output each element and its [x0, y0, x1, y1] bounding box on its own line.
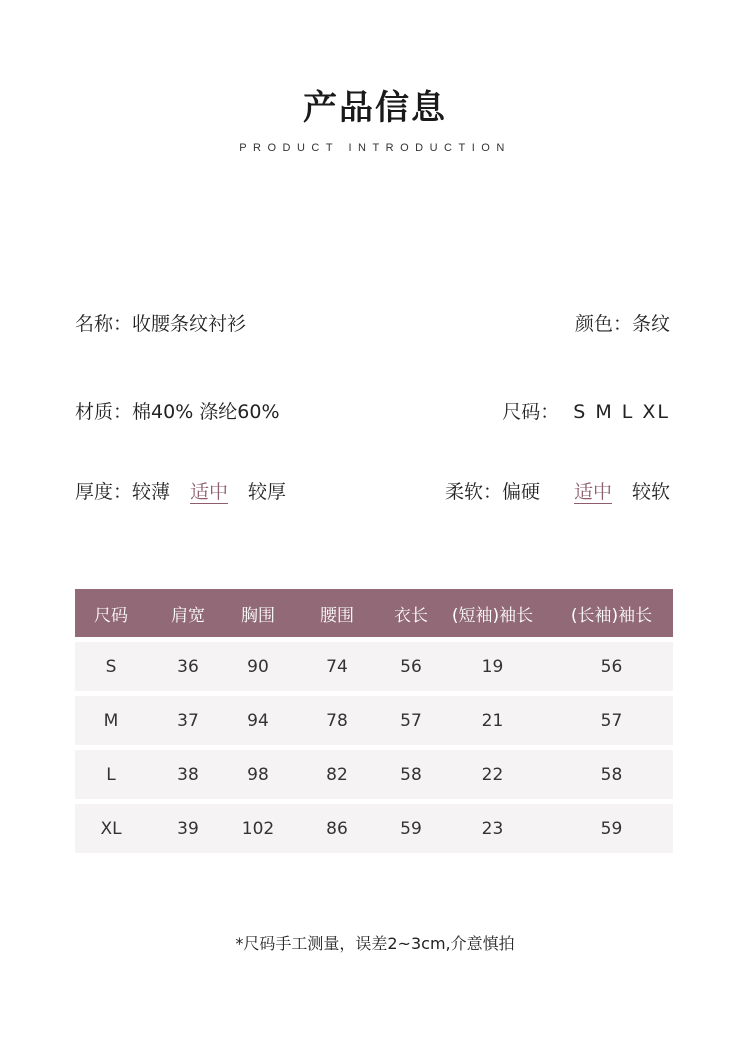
table-cell: 22 — [435, 750, 550, 799]
material-label: 材质： — [75, 401, 133, 423]
softness-option: 偏硬 — [501, 481, 540, 503]
table-header-cell: 衣长 — [387, 589, 435, 637]
info-row-name-color — [75, 309, 670, 339]
table-header-cell: 胸围 — [229, 589, 287, 637]
thickness-label: 厚度： — [75, 481, 133, 503]
page-title: 产品信息 — [303, 88, 447, 128]
material-value: 棉40% 涤纶60% — [132, 401, 280, 423]
info-row-thickness-softness — [75, 477, 670, 507]
table-cell: M — [75, 696, 147, 745]
table-cell: 57 — [550, 696, 673, 745]
table-cell: 90 — [229, 642, 287, 691]
table-cell: 78 — [287, 696, 387, 745]
table-cell: 86 — [287, 804, 387, 853]
softness-label: 柔软： — [444, 481, 502, 503]
color-label: 颜色： — [574, 313, 632, 335]
product-color — [575, 309, 670, 336]
softness-option: 较软 — [631, 481, 670, 503]
table-cell: 82 — [287, 750, 387, 799]
thickness-option: 较厚 — [248, 481, 287, 503]
table-header-cell: 肩宽 — [147, 589, 229, 637]
size-table — [75, 584, 673, 858]
measurement-footnote: *尺码手工测量，误差2~3cm,介意慎拍 — [235, 934, 515, 953]
table-cell: XL — [75, 804, 147, 853]
product-sizes — [502, 397, 670, 424]
thickness-scale — [75, 477, 286, 504]
color-value: 条纹 — [631, 313, 670, 335]
table-cell: 59 — [550, 804, 673, 853]
page-subtitle: PRODUCT INTRODUCTION — [239, 142, 511, 154]
table-row — [75, 750, 673, 799]
table-cell: 37 — [147, 696, 229, 745]
table-header-cell: 腰围 — [287, 589, 387, 637]
table-cell: 23 — [435, 804, 550, 853]
info-row-material-size — [75, 397, 670, 427]
table-header-cell: (短袖)袖长 — [435, 589, 550, 637]
table-cell: S — [75, 642, 147, 691]
table-cell: 56 — [387, 642, 435, 691]
table-cell: 58 — [550, 750, 673, 799]
size-label: 尺码： — [502, 401, 560, 423]
table-header-cell: (长袖)袖长 — [550, 589, 673, 637]
table-cell: 59 — [387, 804, 435, 853]
table-row — [75, 804, 673, 853]
table-row — [75, 696, 673, 745]
name-value: 收腰条纹衬衫 — [132, 313, 247, 335]
size-value: S M L XL — [573, 401, 670, 423]
softness-option-selected: 适中 — [573, 481, 612, 503]
table-cell: L — [75, 750, 147, 799]
name-label: 名称： — [75, 313, 133, 335]
thickness-option-selected: 适中 — [190, 481, 229, 503]
table-cell: 56 — [550, 642, 673, 691]
table-cell: 39 — [147, 804, 229, 853]
table-header-cell: 尺码 — [75, 589, 147, 637]
table-cell: 36 — [147, 642, 229, 691]
softness-scale — [445, 477, 670, 504]
table-header-row — [75, 589, 673, 637]
thickness-option: 较薄 — [132, 481, 171, 503]
table-cell: 98 — [229, 750, 287, 799]
table-cell: 58 — [387, 750, 435, 799]
table-cell: 38 — [147, 750, 229, 799]
table-row — [75, 642, 673, 691]
table-cell: 74 — [287, 642, 387, 691]
product-material — [75, 397, 280, 424]
product-name — [75, 309, 246, 336]
table-cell: 102 — [229, 804, 287, 853]
table-cell: 57 — [387, 696, 435, 745]
table-cell: 19 — [435, 642, 550, 691]
table-cell: 94 — [229, 696, 287, 745]
table-cell: 21 — [435, 696, 550, 745]
